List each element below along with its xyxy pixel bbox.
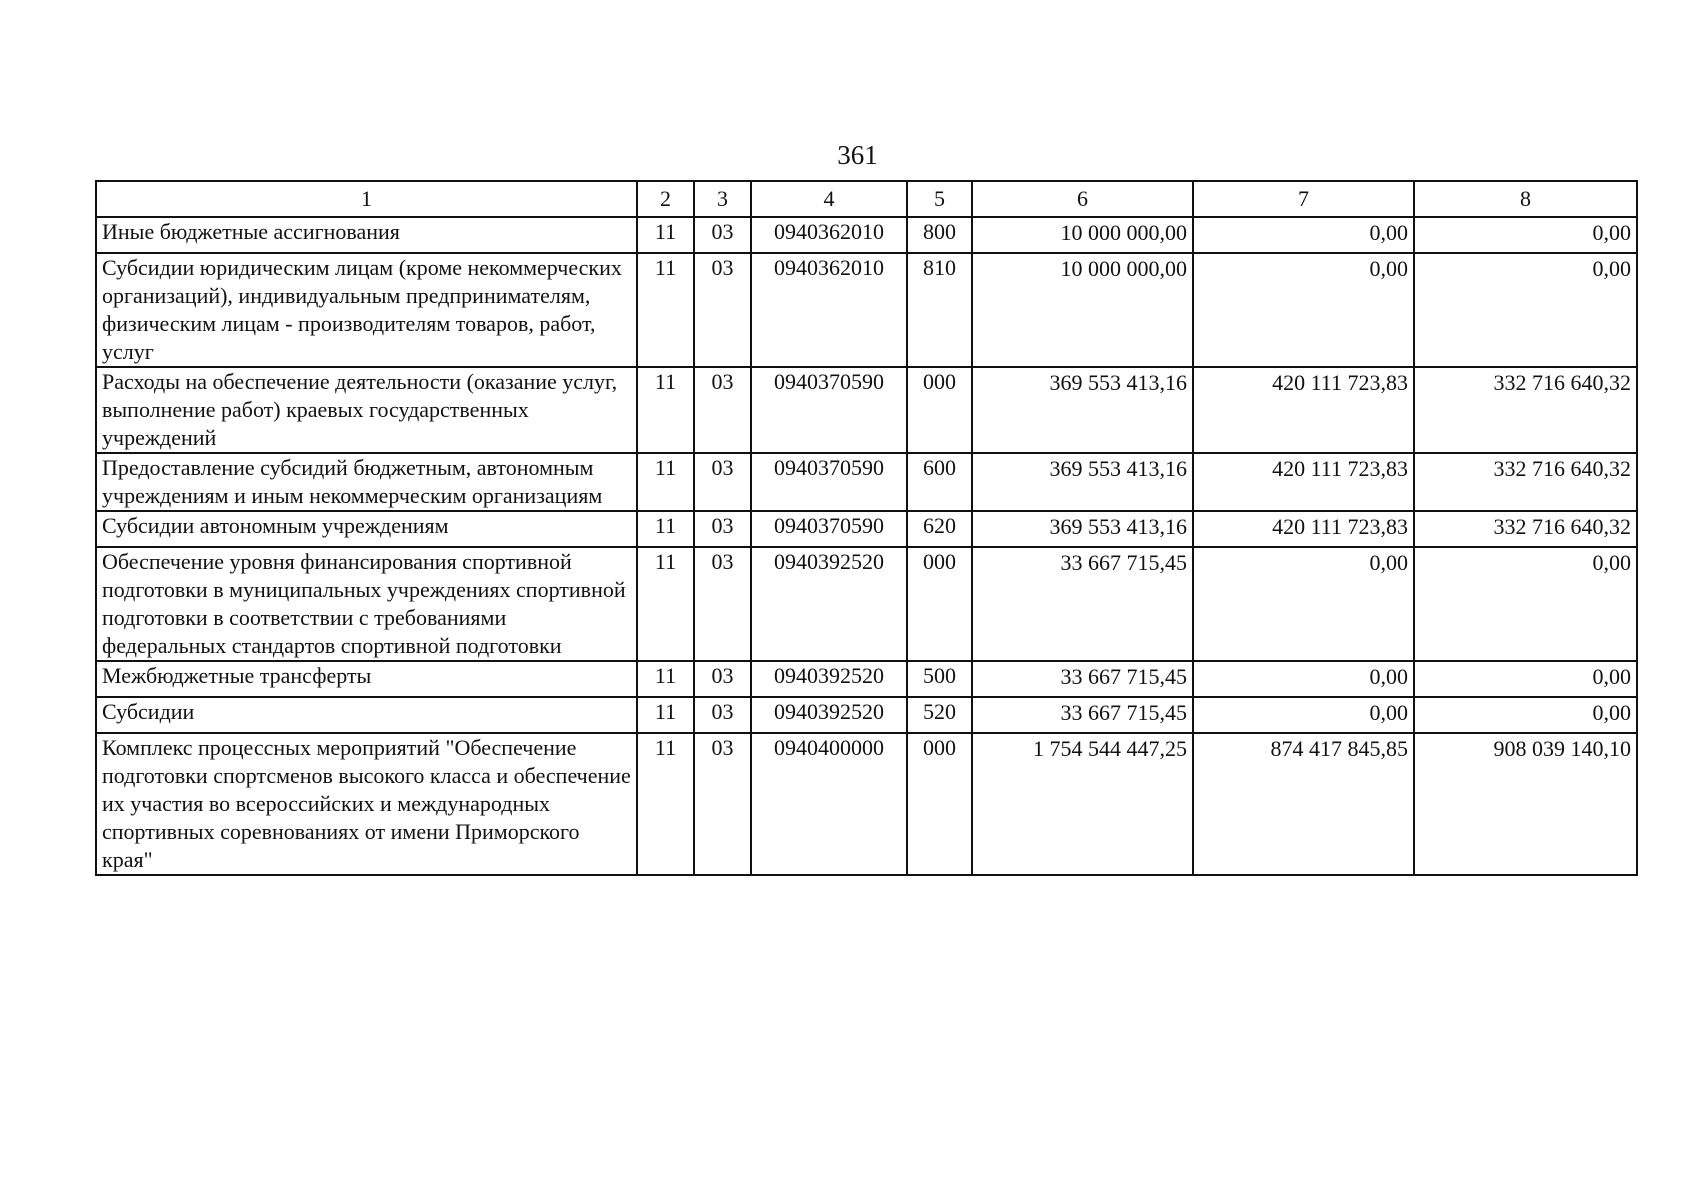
row-section: 11 xyxy=(637,511,694,547)
row-name: Субсидии юридическим лицам (кроме некоммерческих организаций), индивидуальным предпринимателям, физическим лицам - производителям товаров, работ, услуг xyxy=(96,253,637,367)
row-amount-8 xyxy=(1414,697,1637,733)
row-expense-type: 000 xyxy=(907,367,972,453)
header-col-5: 5 xyxy=(907,181,972,217)
amount-value: 0,00 xyxy=(1592,550,1631,575)
row-expense-type: 500 xyxy=(907,661,972,697)
row-amount-6 xyxy=(972,697,1193,733)
row-name: Расходы на обеспечение деятельности (оказание услуг, выполнение работ) краевых государственных учреждений xyxy=(96,367,637,453)
amount-value: 369 553 413,16 xyxy=(1049,370,1187,395)
budget-table xyxy=(95,180,1638,876)
row-expense-type: 800 xyxy=(907,217,972,253)
table-row xyxy=(96,733,1637,875)
amount-value: 369 553 413,16 xyxy=(1049,514,1187,539)
row-amount-8 xyxy=(1414,453,1637,511)
row-target-article: 0940392520 xyxy=(751,661,907,697)
row-subsection: 03 xyxy=(694,661,751,697)
row-amount-8 xyxy=(1414,217,1637,253)
row-expense-type: 000 xyxy=(907,733,972,875)
amount-value: 1 754 544 447,25 xyxy=(1033,736,1187,761)
table-row xyxy=(96,453,1637,511)
amount-value: 0,00 xyxy=(1369,256,1408,281)
row-name: Иные бюджетные ассигнования xyxy=(96,217,637,253)
row-amount-6 xyxy=(972,253,1193,367)
row-expense-type: 620 xyxy=(907,511,972,547)
amount-value: 33 667 715,45 xyxy=(1060,550,1187,575)
row-section: 11 xyxy=(637,367,694,453)
row-amount-7 xyxy=(1193,733,1414,875)
amount-value: 874 417 845,85 xyxy=(1270,736,1408,761)
row-subsection: 03 xyxy=(694,217,751,253)
row-section: 11 xyxy=(637,661,694,697)
row-amount-7 xyxy=(1193,511,1414,547)
row-name: Межбюджетные трансферты xyxy=(96,661,637,697)
header-col-4: 4 xyxy=(751,181,907,217)
row-subsection: 03 xyxy=(694,453,751,511)
row-name: Комплекс процессных мероприятий "Обеспечение подготовки спортсменов высокого класса и обеспечение их участия во всероссийских и международных спортивных соревнованиях от имени Приморского края" xyxy=(96,733,637,875)
row-section: 11 xyxy=(637,733,694,875)
row-amount-8 xyxy=(1414,733,1637,875)
row-expense-type: 520 xyxy=(907,697,972,733)
header-col-2: 2 xyxy=(637,181,694,217)
table-row xyxy=(96,697,1637,733)
row-amount-7 xyxy=(1193,253,1414,367)
row-name: Обеспечение уровня финансирования спортивной подготовки в муниципальных учреждениях спортивной подготовки в соответствии с требованиями федеральных стандартов спортивной подготовки xyxy=(96,547,637,661)
row-section: 11 xyxy=(637,547,694,661)
row-amount-6 xyxy=(972,511,1193,547)
amount-value: 420 111 723,83 xyxy=(1272,456,1408,481)
amount-value: 332 716 640,32 xyxy=(1493,514,1631,539)
row-amount-7 xyxy=(1193,697,1414,733)
row-amount-8 xyxy=(1414,511,1637,547)
amount-value: 0,00 xyxy=(1369,664,1408,689)
row-subsection: 03 xyxy=(694,733,751,875)
row-subsection: 03 xyxy=(694,697,751,733)
row-amount-8 xyxy=(1414,661,1637,697)
row-amount-6 xyxy=(972,661,1193,697)
row-expense-type: 810 xyxy=(907,253,972,367)
row-subsection: 03 xyxy=(694,511,751,547)
row-amount-7 xyxy=(1193,453,1414,511)
row-amount-6 xyxy=(972,733,1193,875)
amount-value: 33 667 715,45 xyxy=(1060,700,1187,725)
row-amount-8 xyxy=(1414,547,1637,661)
row-name: Субсидии xyxy=(96,697,637,733)
header-col-3: 3 xyxy=(694,181,751,217)
row-expense-type: 000 xyxy=(907,547,972,661)
row-expense-type: 600 xyxy=(907,453,972,511)
amount-value: 332 716 640,32 xyxy=(1493,370,1631,395)
row-target-article: 0940370590 xyxy=(751,511,907,547)
row-section: 11 xyxy=(637,697,694,733)
row-target-article: 0940400000 xyxy=(751,733,907,875)
amount-value: 0,00 xyxy=(1592,664,1631,689)
row-name: Предоставление субсидий бюджетным, автономным учреждениям и иным некоммерческим организациям xyxy=(96,453,637,511)
row-amount-7 xyxy=(1193,547,1414,661)
row-subsection: 03 xyxy=(694,547,751,661)
row-amount-7 xyxy=(1193,661,1414,697)
row-section: 11 xyxy=(637,217,694,253)
amount-value: 33 667 715,45 xyxy=(1060,664,1187,689)
amount-value: 908 039 140,10 xyxy=(1493,736,1631,761)
header-col-8: 8 xyxy=(1414,181,1637,217)
row-amount-6 xyxy=(972,217,1193,253)
amount-value: 0,00 xyxy=(1369,700,1408,725)
row-amount-7 xyxy=(1193,367,1414,453)
row-target-article: 0940370590 xyxy=(751,367,907,453)
amount-value: 332 716 640,32 xyxy=(1493,456,1631,481)
row-amount-7 xyxy=(1193,217,1414,253)
row-amount-6 xyxy=(972,367,1193,453)
amount-value: 0,00 xyxy=(1592,700,1631,725)
row-subsection: 03 xyxy=(694,253,751,367)
amount-value: 0,00 xyxy=(1369,220,1408,245)
row-section: 11 xyxy=(637,253,694,367)
row-target-article: 0940362010 xyxy=(751,217,907,253)
amount-value: 0,00 xyxy=(1369,550,1408,575)
row-target-article: 0940370590 xyxy=(751,453,907,511)
row-subsection: 03 xyxy=(694,367,751,453)
row-amount-6 xyxy=(972,547,1193,661)
table-row xyxy=(96,217,1637,253)
table-row xyxy=(96,253,1637,367)
table-row xyxy=(96,661,1637,697)
row-amount-6 xyxy=(972,453,1193,511)
row-amount-8 xyxy=(1414,253,1637,367)
row-name: Субсидии автономным учреждениям xyxy=(96,511,637,547)
amount-value: 10 000 000,00 xyxy=(1060,220,1187,245)
header-col-6: 6 xyxy=(972,181,1193,217)
row-target-article: 0940392520 xyxy=(751,697,907,733)
amount-value: 0,00 xyxy=(1592,256,1631,281)
amount-value: 420 111 723,83 xyxy=(1272,370,1408,395)
amount-value: 420 111 723,83 xyxy=(1272,514,1408,539)
row-amount-8 xyxy=(1414,367,1637,453)
table-row xyxy=(96,511,1637,547)
header-col-1: 1 xyxy=(96,181,637,217)
amount-value: 10 000 000,00 xyxy=(1060,256,1187,281)
row-section: 11 xyxy=(637,453,694,511)
header-row xyxy=(96,181,1637,217)
page-number: 361 xyxy=(837,140,878,170)
header-col-7: 7 xyxy=(1193,181,1414,217)
amount-value: 0,00 xyxy=(1592,220,1631,245)
row-target-article: 0940392520 xyxy=(751,547,907,661)
table-row xyxy=(96,547,1637,661)
table-row xyxy=(96,367,1637,453)
amount-value: 369 553 413,16 xyxy=(1049,456,1187,481)
row-target-article: 0940362010 xyxy=(751,253,907,367)
